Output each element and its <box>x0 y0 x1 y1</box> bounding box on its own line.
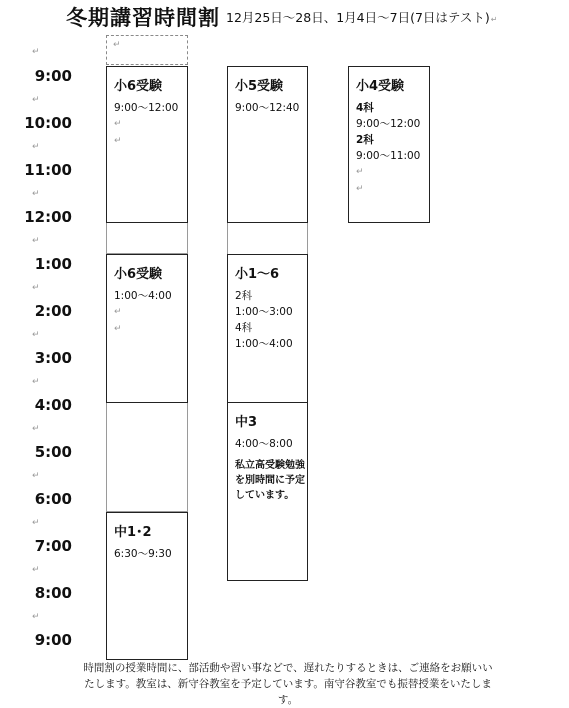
class-heading: 小6受験 <box>114 79 163 94</box>
class-box-sho4-am <box>348 66 430 223</box>
return-mark-icon: ↵ <box>490 15 498 24</box>
time-label: 8:00 <box>34 584 72 602</box>
time-label: 2:00 <box>34 302 72 320</box>
time-label: 5:00 <box>34 443 72 461</box>
return-mark-icon: ↵ <box>32 377 40 387</box>
empty-frame <box>106 222 188 254</box>
return-mark-icon: ↵ <box>32 95 40 105</box>
time-label: 9:00 <box>34 67 72 85</box>
class-heading: 中1･2 <box>114 525 152 540</box>
return-mark-icon: ↵ <box>32 236 40 246</box>
empty-frame <box>106 402 188 512</box>
class-heading: 中3 <box>235 415 258 430</box>
class-box-sho1-6 <box>227 254 308 403</box>
return-mark-icon: ↵ <box>356 167 364 177</box>
class-line: 1:00～4:00 <box>235 338 293 350</box>
time-label: 4:00 <box>34 396 72 414</box>
time-label: 7:00 <box>34 537 72 555</box>
return-mark-icon: ↵ <box>114 307 122 317</box>
class-line: 2科 <box>235 290 253 302</box>
class-box-sho6-pm <box>106 254 188 403</box>
class-heading: 小6受験 <box>114 267 163 282</box>
class-heading: 小5受験 <box>235 79 284 94</box>
return-mark-icon: ↵ <box>32 142 40 152</box>
footer-line-1: 時間割の授業時間に、部活動や習い事などで、遅れたりするときは、ご連絡をお願いい <box>83 662 493 674</box>
return-mark-icon: ↵ <box>32 47 40 57</box>
class-note: を別時間に予定 <box>235 475 305 486</box>
class-line: 4:00～8:00 <box>235 438 293 450</box>
subtitle-text: 12月25日～28日、1月4日～7日(7日はテスト) <box>226 10 490 25</box>
class-line: 2科 <box>356 134 374 146</box>
empty-frame <box>106 35 188 65</box>
time-label: 6:00 <box>34 490 72 508</box>
class-line: 9:00～12:00 <box>114 102 179 114</box>
class-line: 1:00～3:00 <box>235 306 293 318</box>
footer-line-2: たします。教室は、新守谷教室を予定しています。南守谷教室でも振替授業をいたします。 <box>84 678 492 706</box>
return-mark-icon: ↵ <box>114 136 122 146</box>
class-line: 1:00～4:00 <box>114 290 172 302</box>
time-label: 10:00 <box>24 114 72 132</box>
return-mark-icon: ↵ <box>32 518 40 528</box>
page-title: 冬期講習時間割 <box>66 6 220 30</box>
class-box-chu12 <box>106 512 188 660</box>
class-line: 9:00～12:40 <box>235 102 300 114</box>
class-box-chu3 <box>227 402 308 581</box>
return-mark-icon: ↵ <box>32 612 40 622</box>
time-label: 12:00 <box>24 208 72 226</box>
time-label: 3:00 <box>34 349 72 367</box>
return-mark-icon: ↵ <box>32 189 40 199</box>
class-note: 私立高受験勉強 <box>235 460 305 471</box>
return-mark-icon: ↵ <box>32 471 40 481</box>
return-mark-icon: ↵ <box>32 565 40 575</box>
return-mark-icon: ↵ <box>114 324 122 334</box>
class-note: しています。 <box>235 490 295 501</box>
return-mark-icon: ↵ <box>32 424 40 434</box>
class-heading: 小1～6 <box>235 267 280 282</box>
class-line: 4科 <box>235 322 253 334</box>
return-mark-icon: ↵ <box>32 330 40 340</box>
footer-note <box>78 660 498 708</box>
class-box-sho5-am <box>227 66 308 223</box>
class-line: 4科 <box>356 102 374 114</box>
class-box-sho6-am <box>106 66 188 223</box>
time-label: 9:00 <box>34 631 72 649</box>
return-mark-icon: ↵ <box>113 40 121 50</box>
class-line: 9:00～11:00 <box>356 150 421 162</box>
time-label: 1:00 <box>34 255 72 273</box>
class-line: 9:00～12:00 <box>356 118 421 130</box>
time-label: 11:00 <box>24 161 72 179</box>
page-subtitle <box>226 8 498 26</box>
empty-frame <box>227 222 308 255</box>
class-heading: 小4受験 <box>356 79 405 94</box>
return-mark-icon: ↵ <box>356 184 364 194</box>
return-mark-icon: ↵ <box>114 119 122 129</box>
class-line: 6:30～9:30 <box>114 548 172 560</box>
return-mark-icon: ↵ <box>32 283 40 293</box>
